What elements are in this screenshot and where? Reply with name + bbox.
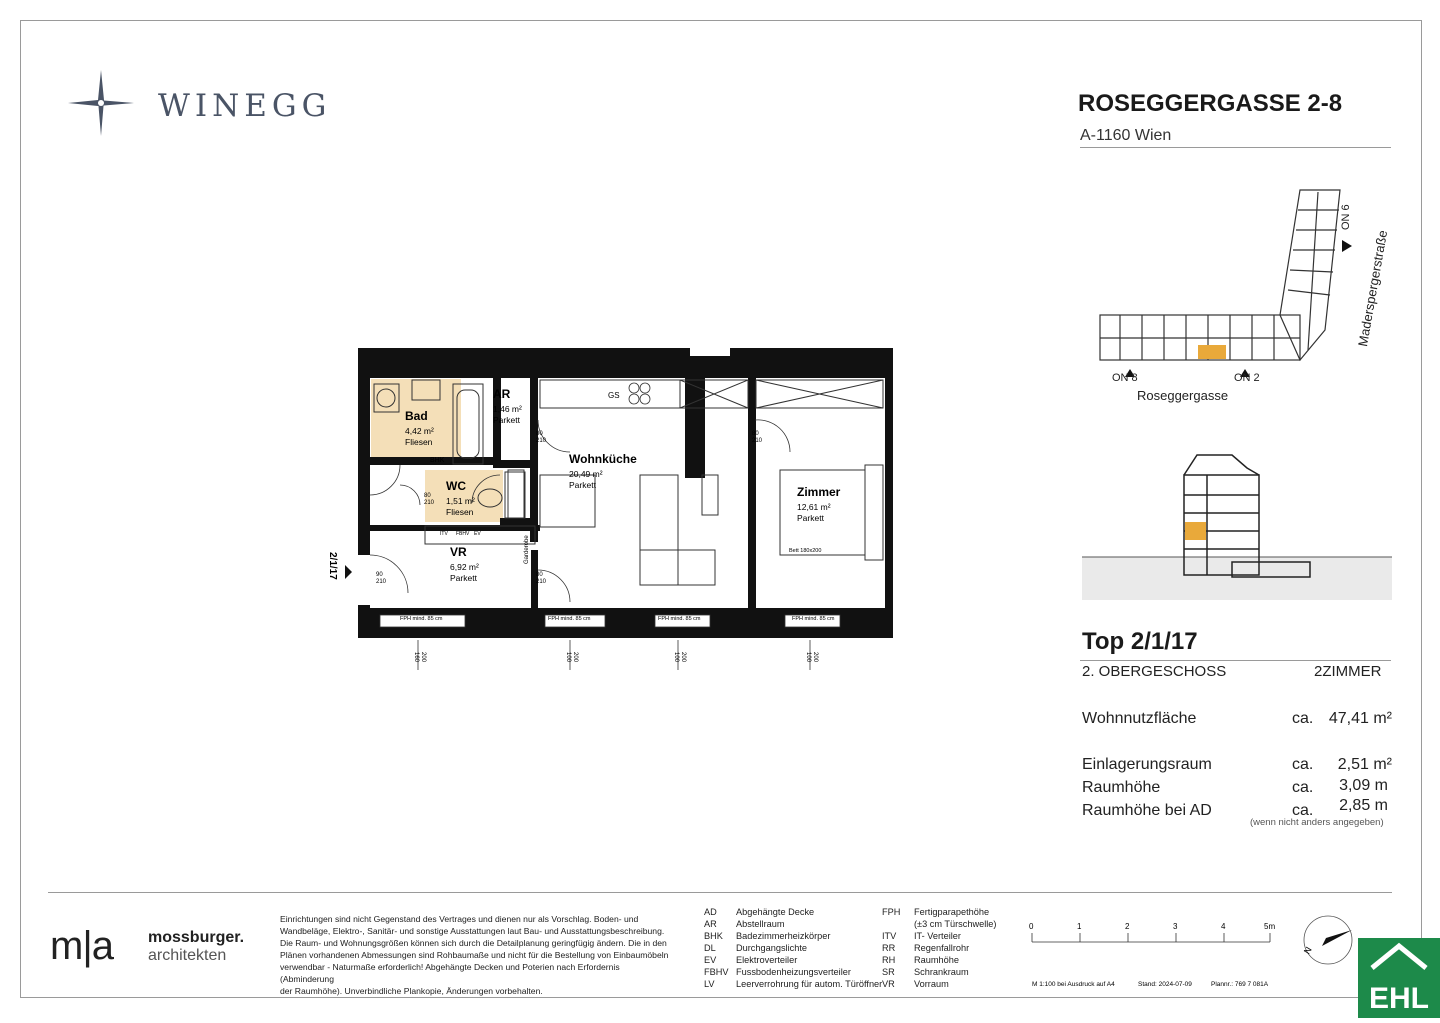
area-label-raumhoehe: Raumhöhe	[1082, 779, 1161, 796]
window-dim: 200	[420, 652, 426, 663]
street-label-side: Maderspergerstraße	[1355, 229, 1391, 348]
legend-text: Vorraum	[914, 979, 949, 989]
legend-text: IT- Verteiler	[914, 931, 961, 941]
legend-text: Durchgangslichte	[736, 943, 807, 953]
legend-abbr: RR	[882, 943, 896, 953]
door-height: 210	[536, 579, 547, 585]
fph-label: FPH mind. 85 cm	[658, 616, 701, 622]
legend-text: Badezimmerheizkörper	[736, 931, 831, 941]
legend-abbr: EV	[704, 955, 717, 965]
room-floor-zimmer: Parkett	[797, 513, 824, 523]
door-height: 210	[536, 438, 547, 444]
entrance-label-on6: ON 6	[1340, 204, 1352, 230]
room-area-zimmer: 12,61 m²	[797, 502, 831, 512]
fbhv-label: FBHV	[456, 531, 470, 537]
entrance-arrow-icon	[345, 565, 352, 579]
window-dim: 200	[680, 652, 686, 663]
door-height: 210	[424, 500, 435, 506]
window-dim: 160	[413, 652, 419, 663]
ev-label: EV	[474, 531, 481, 537]
legend-text: Elektroverteiler	[736, 955, 798, 965]
floor-plan	[327, 340, 910, 680]
ehl-wordmark: EHL	[1369, 982, 1429, 1015]
legend-text: (±3 cm Türschwelle)	[914, 919, 997, 929]
itv-label: ITV	[440, 531, 448, 537]
door-width: 80	[752, 431, 759, 437]
unit-rooms: 2ZIMMER	[1314, 663, 1382, 680]
room-area-ar: 1,46 m²	[493, 404, 522, 414]
fph-label: FPH mind. 85 cm	[548, 616, 591, 622]
legend-text: Regenfallrohr	[914, 943, 970, 953]
room-name-bad: Bad	[405, 409, 428, 423]
area-label-wohnnutzflaeche: Wohnnutzfläche	[1082, 710, 1197, 727]
area-value-wohnnutzflaeche: 47,41 m²	[1328, 710, 1392, 727]
header-divider	[1080, 147, 1391, 148]
door-width: 80	[536, 431, 543, 437]
room-floor-wohnkueche: Parkett	[569, 480, 596, 490]
unit-highlight	[1198, 345, 1226, 359]
legend-text: Schrankraum	[914, 967, 969, 977]
room-area-wc: 1,51 m²	[446, 496, 475, 506]
fph-label: FPH mind. 85 cm	[792, 616, 835, 622]
legend-left	[704, 906, 882, 990]
legend-abbr: DL	[704, 943, 716, 953]
legend-abbr: AR	[704, 919, 717, 929]
area-ca: ca.	[1292, 802, 1314, 819]
window-dim: 100	[805, 652, 811, 663]
scale-tick: 1	[1077, 922, 1082, 931]
scale-bar	[1025, 918, 1285, 988]
legend-abbr: RH	[882, 955, 896, 965]
entrance-label-on2: ON 2	[1234, 372, 1260, 384]
fph-label: FPH mind. 85 cm	[400, 616, 443, 622]
footer-divider	[48, 892, 1392, 893]
legend-text: Raumhöhe	[914, 955, 959, 965]
height-note: (wenn nicht anders angegeben)	[1250, 817, 1384, 828]
room-area-vr: 6,92 m²	[450, 562, 479, 572]
scale-tick: 4	[1221, 922, 1226, 931]
project-title: ROSEGGERGASSE 2-8	[1078, 90, 1343, 117]
room-floor-ar: Parkett	[493, 415, 520, 425]
key-plan	[1090, 180, 1400, 410]
architect-logo: m|a	[50, 924, 113, 968]
room-name-wohnkueche: Wohnküche	[569, 452, 637, 466]
ehl-house-icon	[1358, 938, 1440, 1018]
legend-abbr: ITV	[882, 931, 897, 941]
scale-tick: 3	[1173, 922, 1178, 931]
door-width: 90	[376, 572, 383, 578]
building-section	[1082, 450, 1392, 600]
plan-number: Plannr.: 769 7 081A	[1211, 981, 1269, 988]
bhk-label: BHK	[430, 457, 445, 464]
room-floor-bad: Fliesen	[405, 437, 433, 447]
area-value-einlagerungsraum: 2,51 m²	[1337, 756, 1392, 773]
project-address: A-1160 Wien	[1080, 127, 1172, 144]
winegg-logo	[68, 70, 368, 140]
architect-name: mossburger.	[148, 929, 245, 946]
unit-title: Top 2/1/17	[1082, 628, 1198, 655]
brand-wordmark: WINEGG	[158, 88, 332, 124]
legend-abbr: AD	[704, 907, 717, 917]
area-label-einlagerungsraum: Einlagerungsraum	[1082, 756, 1212, 773]
area-ca: ca.	[1292, 779, 1314, 796]
legend-text: Abgehängte Decke	[736, 907, 815, 917]
compass-star-icon	[68, 70, 138, 140]
scale-note: M 1:100 bei Ausdruck auf A4	[1032, 981, 1115, 988]
section-unit-highlight	[1185, 522, 1206, 540]
gs-label: GS	[608, 391, 620, 400]
room-name-wc: WC	[446, 479, 466, 493]
north-label: N	[1301, 945, 1314, 956]
room-floor-wc: Fliesen	[446, 507, 474, 517]
legend-abbr: BHK	[704, 931, 723, 941]
section-drawing	[1082, 450, 1392, 600]
north-arrow-icon	[1300, 912, 1356, 968]
room-floor-vr: Parkett	[450, 573, 477, 583]
scale-tick: 0	[1029, 922, 1034, 931]
door-width: 80	[536, 572, 543, 578]
legend-abbr: LV	[704, 979, 715, 989]
window-dim: 100	[565, 652, 571, 663]
legend-text: Leerverrohrung für autom. Türöffner	[736, 979, 883, 989]
legend-abbr: FPH	[882, 907, 901, 917]
door-height: 210	[376, 579, 387, 585]
room-name-zimmer: Zimmer	[797, 485, 841, 499]
room-area-bad: 4,42 m²	[405, 426, 434, 436]
window-dim: 200	[572, 652, 578, 663]
bed-label: Bett 180x200	[789, 548, 822, 554]
garderobe-label: Garderobe	[524, 535, 530, 564]
door-height: 210	[752, 438, 763, 444]
legend-abbr: VR	[882, 979, 895, 989]
entrance-label-on8: ON 8	[1112, 372, 1138, 384]
entrance-marker-icon	[1342, 240, 1352, 252]
scale-tick: 2	[1125, 922, 1130, 931]
area-ca: ca.	[1292, 756, 1314, 773]
unit-divider	[1080, 660, 1391, 661]
room-name-vr: VR	[450, 545, 467, 559]
door-width: 80	[424, 493, 431, 499]
ehl-logo	[1358, 938, 1440, 1018]
legend-abbr	[882, 918, 914, 930]
area-value-raumhoehe: 3,09 m	[1339, 777, 1388, 794]
plan-date: Stand: 2024-07-09	[1138, 981, 1192, 988]
unit-tag: 2/1/17	[327, 552, 338, 580]
architect-subtitle: architekten	[148, 947, 227, 964]
legend-abbr: SR	[882, 967, 895, 977]
scale-tick: 5m	[1264, 922, 1276, 931]
legend-text: Fertigparapethöhe	[914, 907, 990, 917]
window-dim: 200	[812, 652, 818, 663]
street-label-main: Roseggergasse	[1137, 388, 1229, 403]
area-value-raumhoehe-ad: 2,85 m	[1339, 797, 1388, 814]
legend-right	[882, 906, 996, 990]
window-dim: 100	[673, 652, 679, 663]
legend-text: Fussbodenheizungsverteiler	[736, 967, 851, 977]
unit-floor: 2. OBERGESCHOSS	[1082, 663, 1227, 680]
legend-abbr: FBHV	[704, 967, 729, 977]
area-ca: ca.	[1292, 710, 1314, 727]
room-name-ar: AR	[493, 387, 511, 401]
disclaimer-text: Einrichtungen sind nicht Gegenstand des Vertrages und dienen nur als Vorschlag. Boden- und Wandbeläge, Elektro-, Sanitär- und sonstige Ausstattungen laut Bau- und Ausstattungsbeschreibung. Die Raum- und Wohnungsgrößen können sich durch die Detailplanung geringfügig ändern. Die in den Plänen vorhandenen Abmessungen sind Rohbaumaße und nicht für die Bestellung von Einbaumöbeln verwendbar - Naturmaße erforderlich! Abgehängte Decken und Poterien nach Erfordernis (Abminderung der Raumhöhe). Unverbindliche Plankopie, Änderungen vorbehalten.	[280, 914, 669, 996]
area-label-raumhoehe-ad: Raumhöhe bei AD	[1082, 802, 1212, 819]
room-area-wohnkueche: 20,49 m²	[569, 469, 603, 479]
legend-text: Abstellraum	[736, 919, 785, 929]
